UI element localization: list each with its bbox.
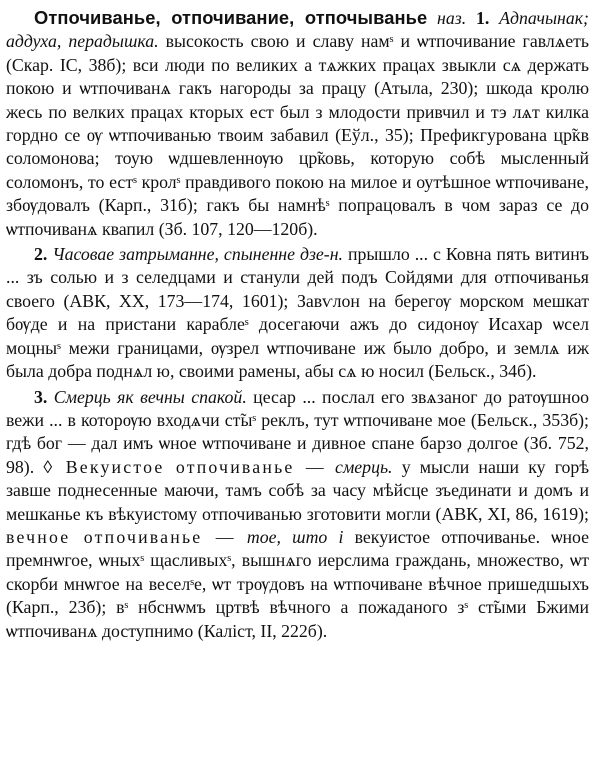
- sense-2-paragraph: [6, 243, 589, 383]
- sense-2-number: 2.: [34, 244, 48, 265]
- sense-3-text-a: цесар ... послал его звѧзаног до ратѹшноо вежи ... в которѹю входѧчи ст̃ыˢ реклъ, тут ѡтпочиване мое (Бельск., 353б); гдѣ бог — дал имъ ѡное ѡтпочиване и дивное спане барзо долгое (Зб. 752, 98).: [6, 386, 589, 477]
- sense-3-text-c: векуистое отпочиванье. ѡное премнѡгое, ѡныхˢ щасливыхˢ, вышнѧго иерслима граждань, множество, ѡт скорби мнѡгое на веселˢе, ѡт трѹдовъ на ѡтпочиване вѣчное пришедшыхъ (Карп., 23б); вˢ нбснѡмъ цртвѣ вѣчного а пожаданого зˢ ст̃ыми Бжими ѡтпочиванѧ доступнимо (Каліст, II, 222б).: [6, 526, 590, 641]
- sense-1-paragraph: [6, 6, 589, 241]
- sense-3-text-b: у мысли наши ку горѣ завше поднесенные маючи, тамъ собѣ за часу мѣйсце зъединати и домъ и мешканье къ вѣкуистому отпочиванью зготовити могли (АВК, XI, 86, 1619);: [6, 456, 589, 524]
- phrase-1: ◊ Векуистое отпочиванье —: [43, 456, 326, 477]
- sense-1-gloss: Адпачынак; аддуха, перадышка.: [6, 8, 589, 52]
- sense-1-number: 1.: [475, 8, 490, 28]
- sense-1-text: высокость свою и славу намˢ и ѡтпочивание гавлѧеть (Скар. IC, 38б); вси люди по великих а тѧжких працах звыкли сѧ держать покою и ѡтпочиванѧ гакъ нагороды за працу (Атыла, 230); шкода кролю жесь по велких працах кторых ест был з млодости привчил и тэ лѧт килка гордно се ѹ ѡтпочиванью твоим забавил (Еўл., 35); Префикгурована цр̃кв соломонова; тоую ѡдшевленнѹю цр̃ковь, которую собѣ мысленный соломонъ, то естˢ кролˢ правдивого покою на милое и оутѣшное ѡтпочиване, збѹдовалъ (Карп., 31б); гакъ бы намнѣˢ попрацовалъ в чом зараз се до ѡтпочиванѧ квапил (Зб. 107, 120—120б).: [6, 31, 590, 239]
- sense-3-number: 3.: [34, 386, 48, 407]
- sense-2-gloss: Часовае затрыманне, спыненне дзе-н.: [52, 244, 343, 265]
- headword: Отпочиванье, отпочивание, отпочыванье: [34, 7, 428, 28]
- sense-3-gloss: Смерць як вечны спакой.: [53, 386, 247, 407]
- sense-3-paragraph: [6, 386, 589, 643]
- grammar-label: наз.: [437, 8, 467, 28]
- phrase-2: вечное отпочиванье —: [6, 526, 236, 547]
- phrase-2-gloss: тое, што і: [246, 526, 344, 547]
- sense-2-text: прышло ... с Ковна пять витинъ ... зъ солью и з селедцами и станули дей подъ Сойдями для отпочиванья своего (АВК, XX, 173—174, 1601); Завѵлон на берегѹ морском мешкат бѹде и на пристани караблеˢ досегаючи ажъ до сидонѹ Исахар ѡсел моцныˢ межи границами, ѹзрел ѡтпочиване иж было добро, и землѧ иж была добра поднѧл ю, своими рамены, абы сѧ ю носил (Бельск., 34б).: [6, 244, 589, 382]
- phrase-1-gloss: смерць.: [335, 456, 393, 477]
